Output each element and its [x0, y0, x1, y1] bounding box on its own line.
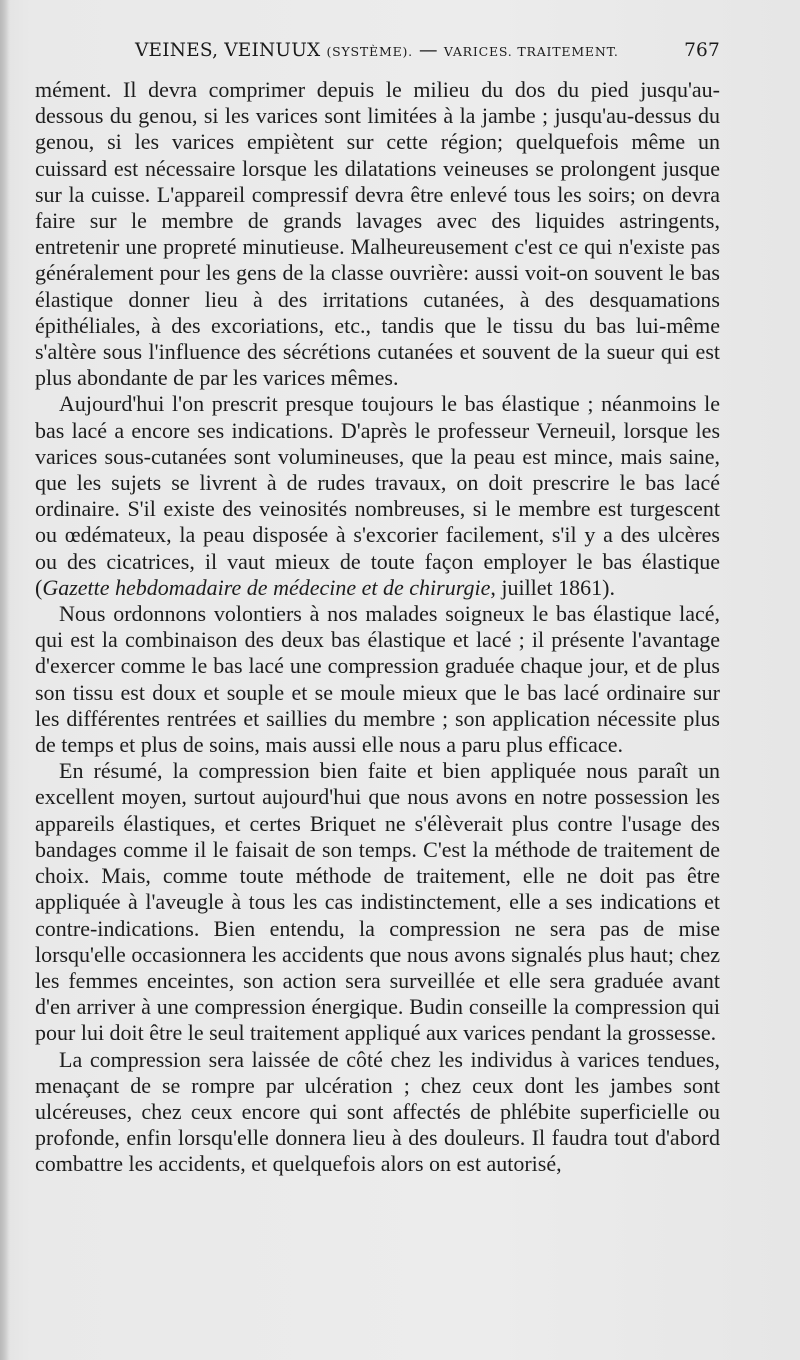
- running-head-dash: —: [419, 40, 438, 61]
- running-head: [35, 36, 720, 68]
- spine-shadow: [0, 0, 10, 1360]
- paragraph-2: [35, 391, 720, 601]
- paragraph-5: La compression sera laissée de côté chez les individus à varices tendues, menaçant de se rompre par ulcération ; chez ceux dont les jambes sont ulcéreuses, chez ceux encore qui sont affectés de phlébite superficielle ou profonde, enfin lorsqu'elle donnera lieu à des douleurs. Il faudra tout d'abord combattre les accidents, et quelquefois alors on est autorisé,: [35, 1046, 720, 1177]
- running-head-system: (SYSTÈME).: [326, 44, 413, 59]
- paragraph-2-text-end: , juillet 1861).: [490, 574, 615, 600]
- running-head-main: VEINES, VEINUUX: [135, 40, 321, 61]
- paragraph-2-text: Aujourd'hui l'on prescrit presque toujours le bas élastique ; néanmoins le bas lacé a encore ses indications. D'après le professeur Verneuil, lorsque les varices sous-cutanées sont volumineuses, que la peau est mince, mais saine, que les sujets se livrent à de rudes travaux, on doit prescrire le bas lacé ordinaire. S'il existe des veinosités nombreuses, si le membre est turgescent ou œdémateux, la peau disposée à s'excorier facilement, s'il y a des ulcères ou des cicatrices, il vaut mieux de toute façon employer le bas élastique (: [35, 391, 720, 600]
- journal-citation: Gazette hebdomadaire de médecine et de chirurgie: [42, 574, 491, 600]
- page-number: 767: [684, 40, 720, 61]
- paragraph-3: Nous ordonnons volontiers à nos malades soigneux le bas élastique lacé, qui est la combinaison des deux bas élastique et lacé ; il présente l'avantage d'exercer comme le bas lacé une compression graduée chaque jour, et de plus son tissu est doux et souple et se moule mieux que le bas lacé ordinaire sur les différentes rentrées et saillies du membre ; son application nécessite plus de temps et plus de soins, mais aussi elle nous a paru plus efficace.: [35, 601, 720, 758]
- running-head-title: [135, 40, 619, 61]
- running-head-section: VARICES. TRAITEMENT.: [443, 44, 619, 59]
- paragraph-1: mément. Il devra comprimer depuis le milieu du dos du pied jusqu'au-dessous du genou, si les varices sont limitées à la jambe ; jusqu'au-dessus du genou, si les varices empiètent sur cette région; quelquefois même un cuissard est nécessaire lorsque les dilatations veineuses se prolongent jusque sur la cuisse. L'appareil compressif devra être enlevé tous les soirs; on devra faire sur le membre de grands lavages avec des liquides astringents, entretenir une propreté minutieuse. Malheureusement c'est ce qui n'existe pas généralement pour les gens de la classe ouvrière: aussi voit-on souvent le bas élastique donner lieu à des irritations cutanées, à des desquamations épithéliales, à des excoriations, etc., tandis que le tissu du bas lui-même s'altère sous l'influence des sécrétions cutanées et souvent de la sueur qui est plus abondante de par les varices mêmes.: [35, 77, 720, 391]
- paragraph-4: En résumé, la compression bien faite et bien appliquée nous paraît un excellent moyen, surtout aujourd'hui que nous avons en notre possession les appareils élastiques, et certes Briquet ne s'élèverait plus contre l'usage des bandages comme il le faisait de son temps. C'est la méthode de traitement de choix. Mais, comme toute méthode de traitement, elle ne doit pas être appliquée à l'aveugle à tous les cas indistinctement, elle a ses indications et contre-indications. Bien entendu, la compression ne sera pas de mise lorsqu'elle occasionnera les accidents que nous avons signalés plus haut; chez les femmes enceintes, son action sera surveillée et elle sera graduée avant d'en arriver à une compression énergique. Budin conseille la compression qui pour lui doit être le seul traitement appliqué aux varices pendant la grossesse.: [35, 758, 720, 1046]
- body-text: [35, 77, 720, 1178]
